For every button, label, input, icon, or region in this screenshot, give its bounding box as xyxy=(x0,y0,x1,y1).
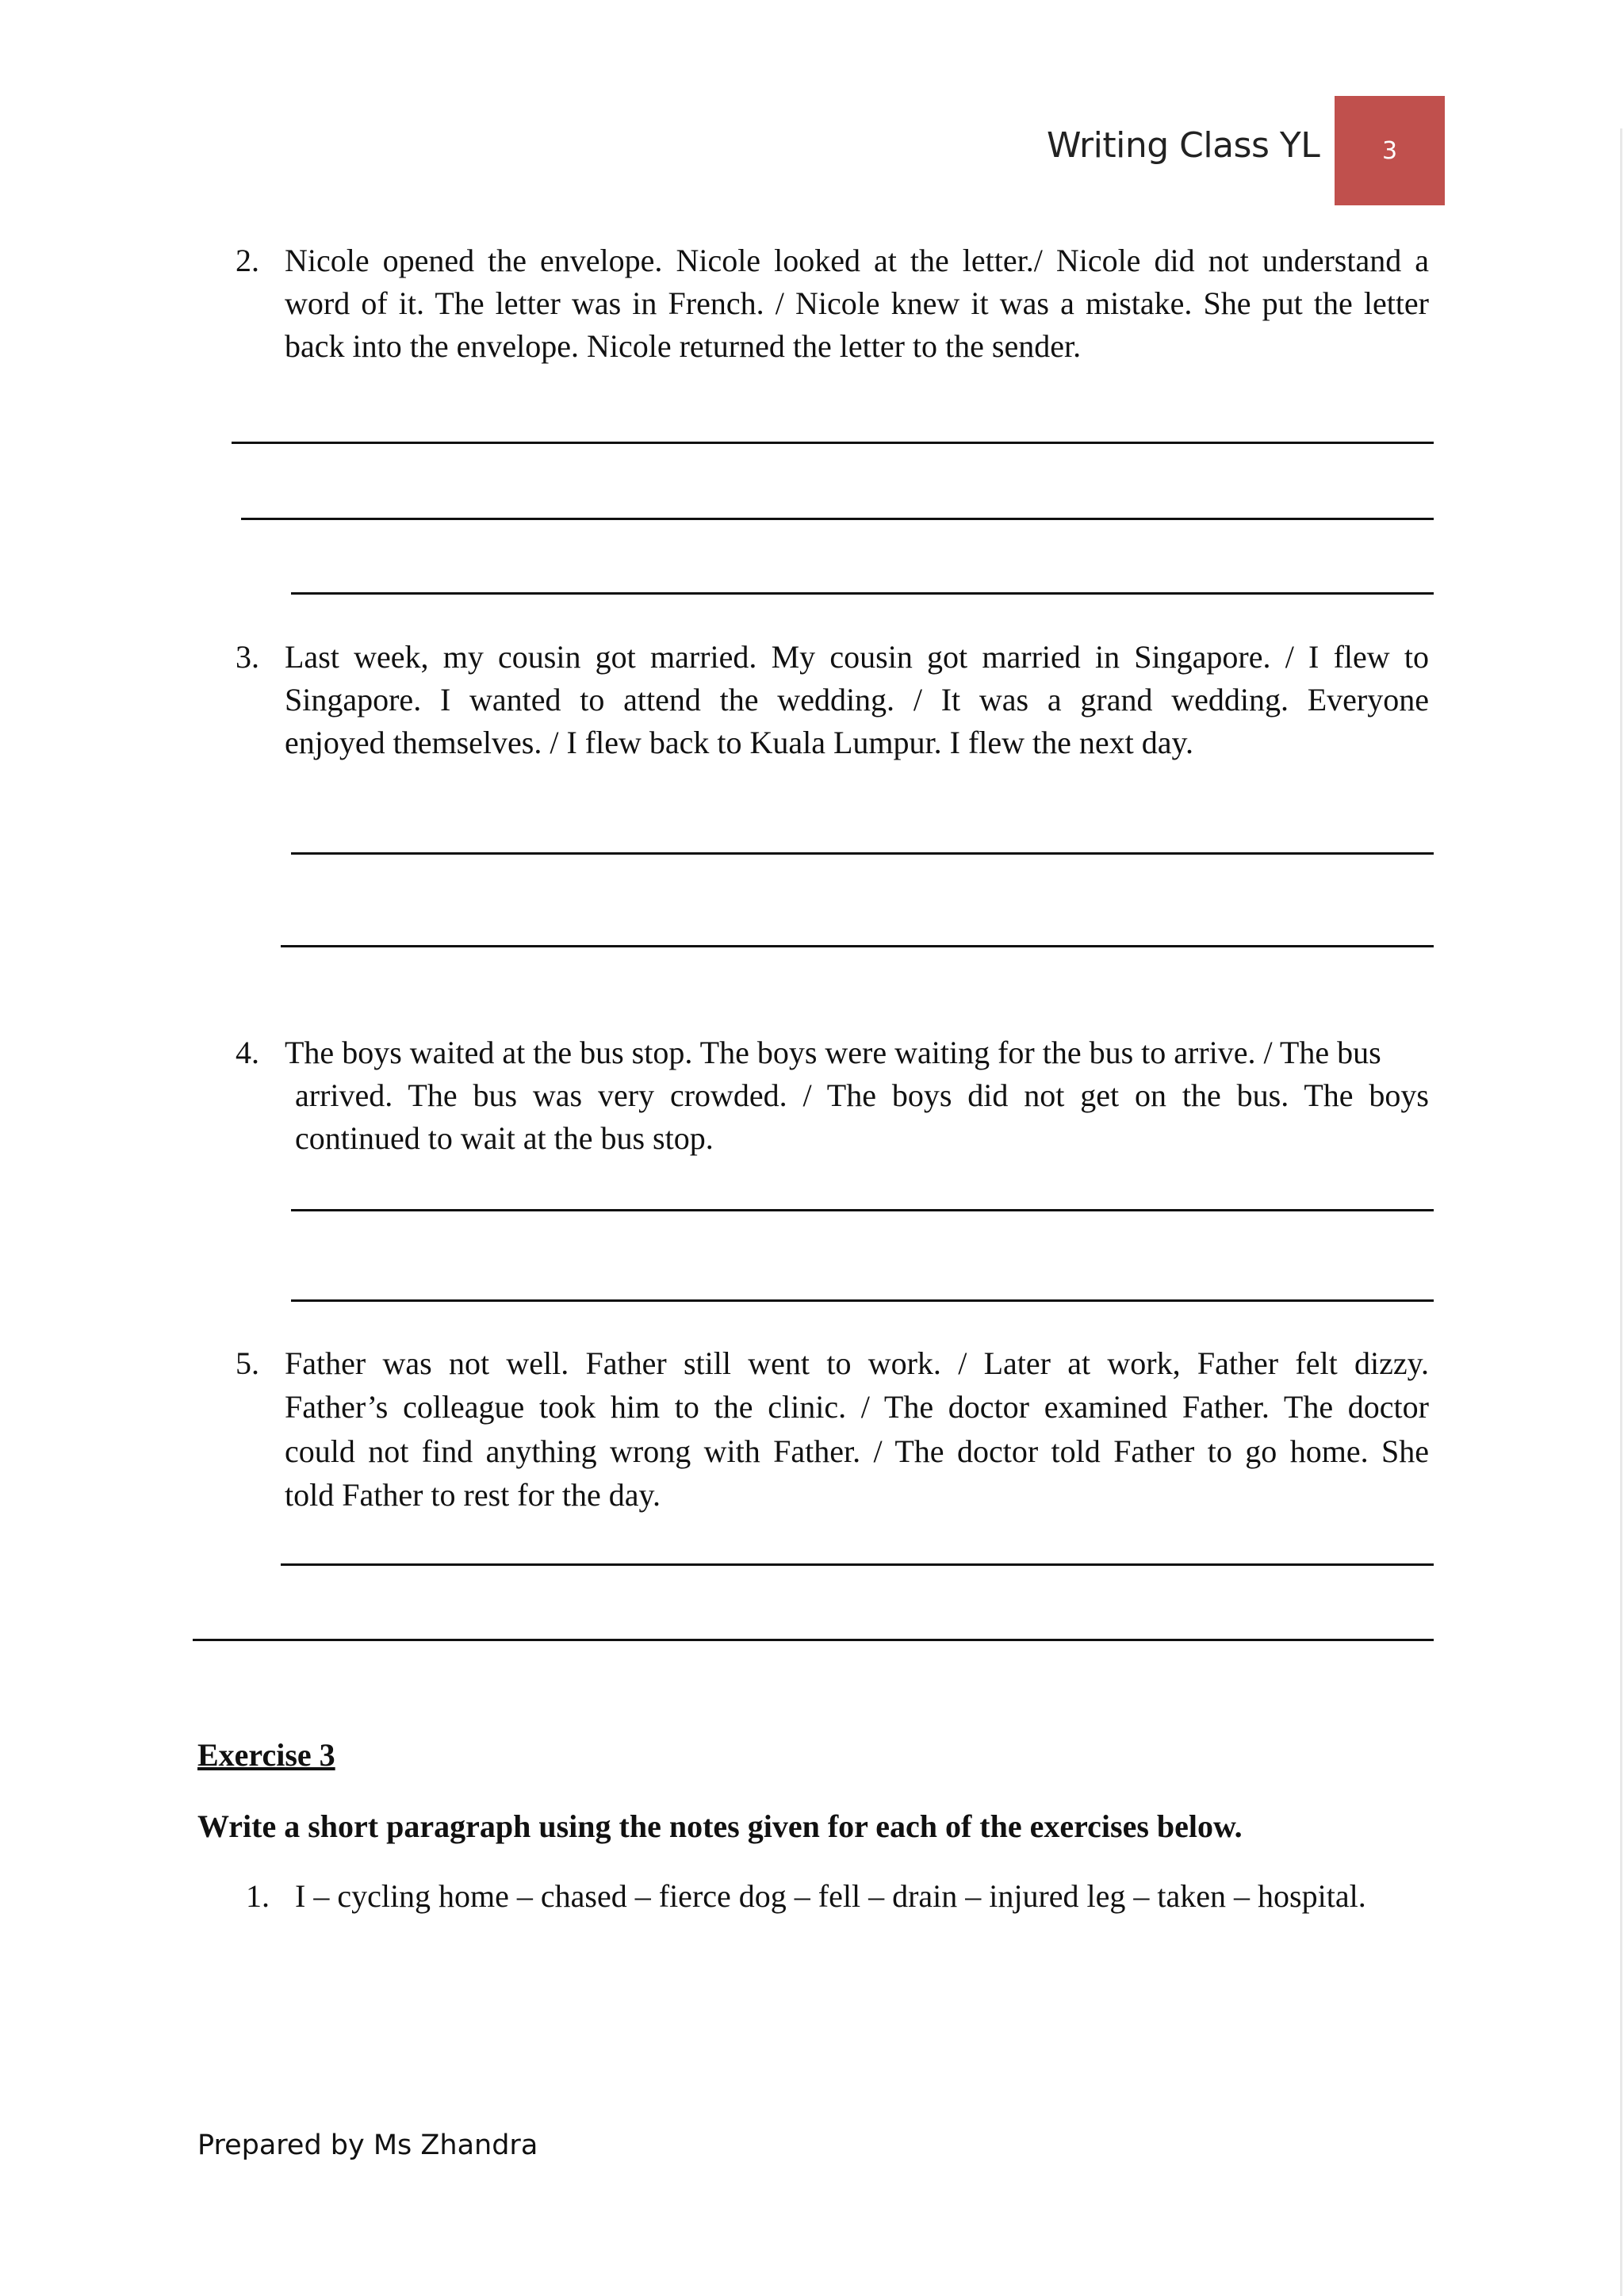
answer-line xyxy=(241,518,1434,520)
answer-line xyxy=(291,592,1434,595)
page-number-badge: 3 xyxy=(1335,96,1445,205)
footer-credit: Prepared by Ms Zhandra xyxy=(197,2130,538,2161)
item-line: Last week, my cousin got married. My cousin got married in Singapore. / I flew to xyxy=(285,639,1429,675)
item-line: continued to wait at the bus stop. xyxy=(295,1120,714,1156)
answer-line xyxy=(193,1639,1434,1641)
item-line: Nicole opened the envelope. Nicole looked at the letter./ Nicole did not understand a xyxy=(285,243,1429,278)
item-number: 5. xyxy=(236,1345,259,1381)
answer-line xyxy=(291,852,1434,855)
item-line: enjoyed themselves. / I flew back to Kuala Lumpur. I flew the next day. xyxy=(285,725,1193,760)
item-line: The boys waited at the bus stop. The boys were waiting for the bus to arrive. / The bus xyxy=(285,1035,1381,1070)
exercise-notes: I – cycling home – chased – fierce dog – fell – drain – injured leg – taken – hospital. xyxy=(295,1878,1366,1914)
item-line: could not find anything wrong with Father. / The doctor told Father to go home. She xyxy=(285,1433,1429,1469)
item-number: 1. xyxy=(246,1878,270,1914)
item-line: Singapore. I wanted to attend the wedding. / It was a grand wedding. Everyone xyxy=(285,682,1429,718)
item-number: 4. xyxy=(236,1035,259,1070)
exercise-instruction: Write a short paragraph using the notes given for each of the exercises below. xyxy=(197,1808,1243,1844)
header-title: Writing Class YL xyxy=(1047,125,1320,166)
exercise-item xyxy=(246,1877,1366,1915)
item-line: told Father to rest for the day. xyxy=(285,1477,661,1513)
item-number: 2. xyxy=(236,243,259,278)
answer-line xyxy=(281,1563,1434,1566)
item-line: back into the envelope. Nicole returned the letter to the sender. xyxy=(285,328,1082,364)
answer-line xyxy=(291,1209,1434,1211)
page-edge-shadow xyxy=(1620,128,1622,2296)
item-line: arrived. The bus was very crowded. / The boys did not get on the bus. The boys xyxy=(295,1077,1429,1113)
item-line: Father’s colleague took him to the clinic. / The doctor examined Father. The doctor xyxy=(285,1389,1429,1425)
answer-line xyxy=(281,945,1434,947)
item-number: 3. xyxy=(236,639,259,675)
exercise-heading: Exercise 3 xyxy=(197,1737,335,1773)
answer-line xyxy=(232,442,1434,444)
item-line: word of it. The letter was in French. / Nicole knew it was a mistake. She put the letter xyxy=(285,285,1429,321)
item-line: Father was not well. Father still went to work. / Later at work, Father felt dizzy. xyxy=(285,1345,1429,1381)
answer-line xyxy=(291,1299,1434,1302)
